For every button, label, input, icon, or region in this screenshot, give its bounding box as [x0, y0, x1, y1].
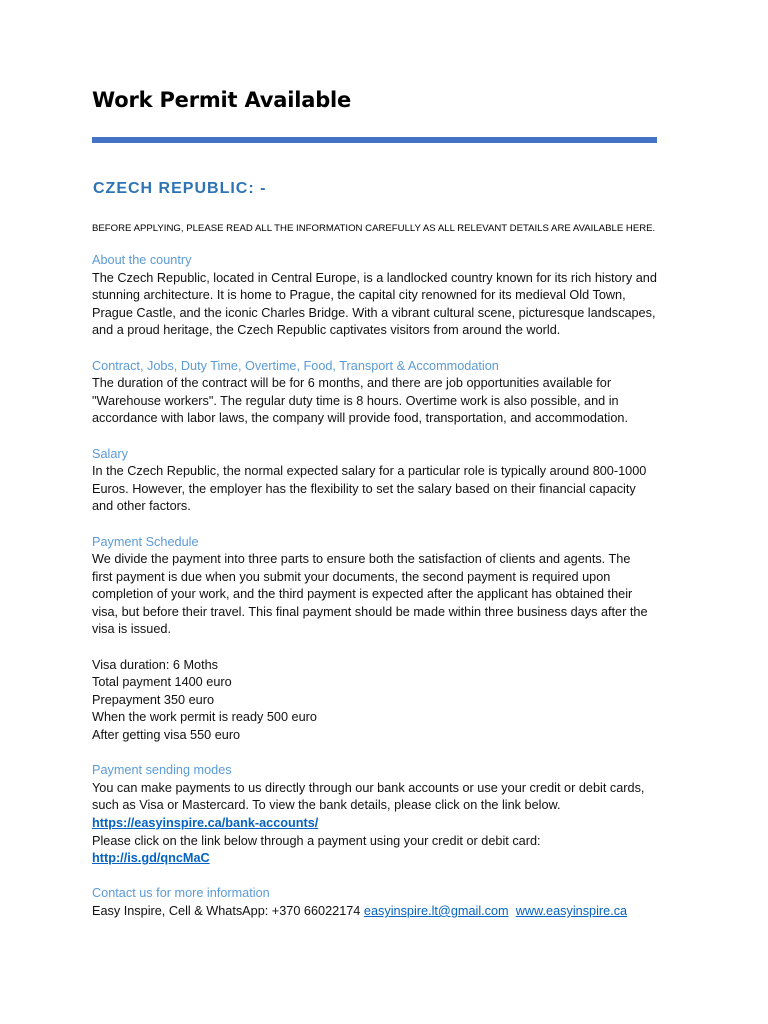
card-payment-line — [92, 850, 678, 868]
payment-schedule-line: first payment is due when you submit your documents, the second payment is required upon — [92, 569, 611, 584]
payment-schedule-line: visa, but before their travel. This final payment should be made within three business days after the — [92, 604, 648, 619]
payment-schedule-line: visa is issued. — [92, 622, 171, 637]
section-heading-contact: Contact us for more information — [92, 886, 270, 901]
salary-paragraph — [92, 463, 678, 516]
page-title: Work Permit Available — [92, 88, 352, 112]
payment-summary — [92, 657, 678, 745]
paragraph-gap — [92, 868, 678, 886]
contact-text: Easy Inspire, Cell & WhatsApp: +370 66022174 — [92, 903, 364, 918]
prepayment: Prepayment 350 euro — [92, 692, 215, 707]
payment-schedule-line: We divide the payment into three parts to ensure both the satisfaction of clients and agents. The — [92, 552, 631, 567]
about-line: The Czech Republic, located in Central Europe, is a landlocked country known for its rich history and — [92, 270, 657, 285]
email-link[interactable]: easyinspire.lt@gmail.com — [363, 903, 509, 918]
paragraph-gap — [92, 639, 678, 657]
section-heading-salary: Salary — [92, 446, 128, 461]
payment-modes-line: You can make payments to us directly through our bank accounts or use your credit or debit cards, — [92, 780, 645, 795]
section-heading-contract: Contract, Jobs, Duty Time, Overtime, Food, Transport & Accommodation — [92, 358, 499, 373]
salary-line: Euros. However, the employer has the flexibility to set the salary based on their financial capacity — [92, 481, 636, 496]
about-line: and a proud heritage, the Czech Republic captivates visitors from around the world. — [92, 323, 561, 338]
card-payment-link[interactable]: http://is.gd/qncMaC — [92, 851, 210, 866]
bank-accounts-link[interactable]: https://easyinspire.ca/bank-accounts/ — [92, 816, 319, 830]
payment-modes-line: such as Visa or Mastercard. To view the bank details, please click on the link below. — [92, 798, 561, 813]
card-payment-text: Please click on the link below through a payment using your credit or debit card: — [92, 833, 541, 848]
contract-line: The duration of the contract will be for 6 months, and there are job opportunities available for — [92, 376, 612, 391]
section-heading-payment-modes: Payment sending modes — [92, 763, 232, 778]
paragraph-gap — [92, 516, 678, 534]
bank-accounts-line — [92, 815, 678, 833]
about-line: stunning architecture. It is home to Prague, the capital city renowned for its medieval Old Town, — [92, 288, 626, 303]
website-link[interactable]: www.easyinspire.ca — [515, 903, 628, 918]
country-heading: CZECH REPUBLIC: - — [93, 180, 267, 197]
payment-schedule-line: completion of your work, and the third payment is expected after the applicant has obtained their — [92, 587, 633, 602]
section-heading-about: About the country — [92, 253, 192, 267]
salary-line: In the Czech Republic, the normal expected salary for a particular role is typically around 800-1000 — [92, 464, 647, 479]
notice-text: BEFORE APPLYING, PLEASE READ ALL THE INFORMATION CAREFULLY AS ALL RELEVANT DETAILS ARE AVAILABLE HERE. — [92, 223, 656, 234]
about-paragraph — [92, 270, 678, 340]
contract-paragraph — [92, 375, 678, 428]
work-permit-payment: When the work permit is ready 500 euro — [92, 710, 317, 725]
payment-modes-paragraph — [92, 780, 678, 868]
total-payment: Total payment 1400 euro — [92, 675, 232, 690]
paragraph-gap — [92, 428, 678, 446]
paragraph-gap — [92, 340, 678, 358]
visa-payment: After getting visa 550 euro — [92, 728, 241, 743]
section-heading-payment-schedule: Payment Schedule — [92, 534, 199, 549]
about-line: Prague Castle, and the iconic Charles Bridge. With a vibrant cultural scene, picturesque landscapes, — [92, 305, 656, 320]
contract-line: accordance with labor laws, the company will provide food, transportation, and accommodation. — [92, 411, 628, 426]
visa-duration: Visa duration: 6 Moths — [92, 657, 219, 672]
contact-line — [92, 903, 678, 921]
payment-schedule-paragraph — [92, 551, 678, 639]
paragraph-gap — [92, 745, 678, 763]
title-underline-rule — [92, 137, 657, 143]
contract-line: "Warehouse workers". The regular duty time is 8 hours. Overtime work is also possible, and in — [92, 393, 619, 408]
document-body — [92, 252, 678, 921]
salary-line: and other factors. — [92, 499, 191, 514]
